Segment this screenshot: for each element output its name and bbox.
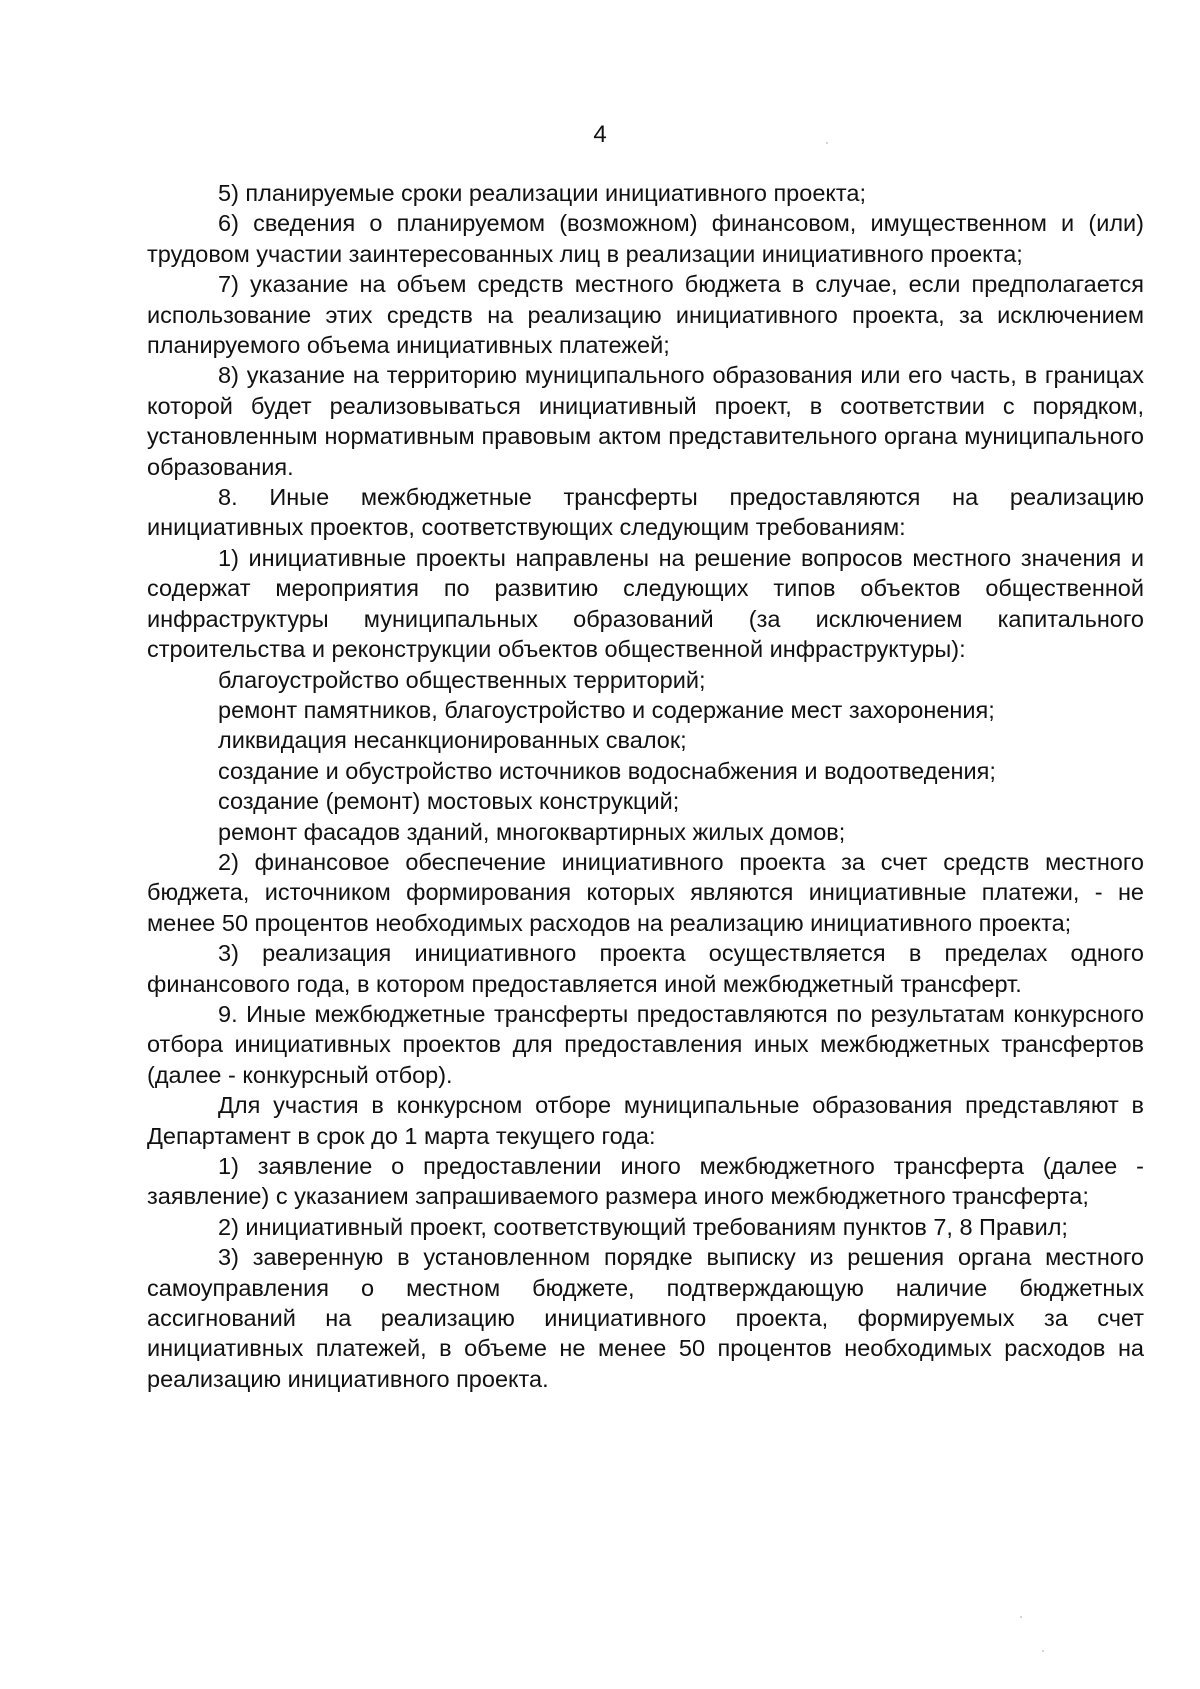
paragraph-submission-1: 1) заявление о предоставлении иного межбюджетного трансферта (далее - заявление) с указанием запрашиваемого размера иного межбюджетного трансферта; [147, 1153, 1144, 1210]
object-type-item: ремонт фасадов зданий, многоквартирных жилых домов; [218, 818, 846, 845]
object-type-item: создание и обустройство источников водоснабжения и водоотведения; [218, 757, 996, 784]
scan-speck [1020, 1616, 1022, 1618]
object-type-item: ремонт памятников, благоустройство и содержание мест захоронения; [218, 696, 995, 723]
paragraph-submission-3: 3) заверенную в установленном порядке выписку из решения органа местного самоуправления о местном бюджете, подтверждающую наличие бюджетных ассигнований на реализацию инициативного проекта, формируемых за счет инициативных платежей, в объеме не менее 50 процентов необходимых расходов на реализацию инициативного проекта. [147, 1244, 1144, 1392]
paragraph-submission-2: 2) инициативный проект, соответствующий требованиям пунктов 7, 8 Правил; [218, 1213, 1068, 1240]
object-type-item: ликвидация несанкционированных свалок; [218, 727, 687, 754]
paragraph-item-6: 6) сведения о планируемом (возможном) финансовом, имущественном и (или) трудовом участии заинтересованных лиц в реализации инициативного проекта; [147, 210, 1144, 267]
paragraph-item-5: 5) планируемые сроки реализации инициативного проекта; [218, 180, 867, 206]
scan-speck [1042, 1650, 1044, 1652]
paragraph-requirement-1: 1) инициативные проекты направлены на решение вопросов местного значения и содержат мероприятия по развитию следующих типов объектов общественной инфраструктуры муниципальных образований (за исключением капитального строительства и реконструкции объектов общественной инфраструктуры): [147, 544, 1144, 663]
paragraph-participation: Для участия в конкурсном отборе муниципальные образования представляют в Департамент в срок до 1 марта текущего года: [147, 1092, 1144, 1149]
page-number: 4 [593, 121, 607, 148]
object-type-item: благоустройство общественных территорий; [218, 666, 706, 693]
paragraph-requirement-3: 3) реализация инициативного проекта осуществляется в пределах одного финансового года, в котором предоставляется иной межбюджетный трансферт. [147, 940, 1144, 997]
object-type-item: создание (ремонт) мостовых конструкций; [218, 788, 680, 815]
document-body [147, 178, 1144, 1394]
scan-speck [826, 142, 828, 144]
paragraph-clause-9: 9. Иные межбюджетные трансферты предоставляются по результатам конкурсного отбора инициативных проектов для предоставления иных межбюджетных трансфертов (далее - конкурсный отбор). [147, 1000, 1144, 1088]
paragraph-item-8: 8) указание на территорию муниципального образования или его часть, в границах которой будет реализовываться инициативный проект, в соответствии с порядком, установленным нормативным правовым актом представительного органа муниципального образования. [147, 362, 1144, 480]
paragraph-clause-8: 8. Иные межбюджетные трансферты предоставляются на реализацию инициативных проектов, соответствующих следующим требованиям: [147, 484, 1144, 541]
paragraph-requirement-2: 2) финансовое обеспечение инициативного проекта за счет средств местного бюджета, источником формирования которых являются инициативные платежи, - не менее 50 процентов необходимых расходов на реализацию инициативного проекта; [147, 848, 1144, 936]
paragraph-item-7: 7) указание на объем средств местного бюджета в случае, если предполагается использование этих средств на реализацию инициативного проекта, за исключением планируемого объема инициативных платежей; [147, 271, 1144, 359]
